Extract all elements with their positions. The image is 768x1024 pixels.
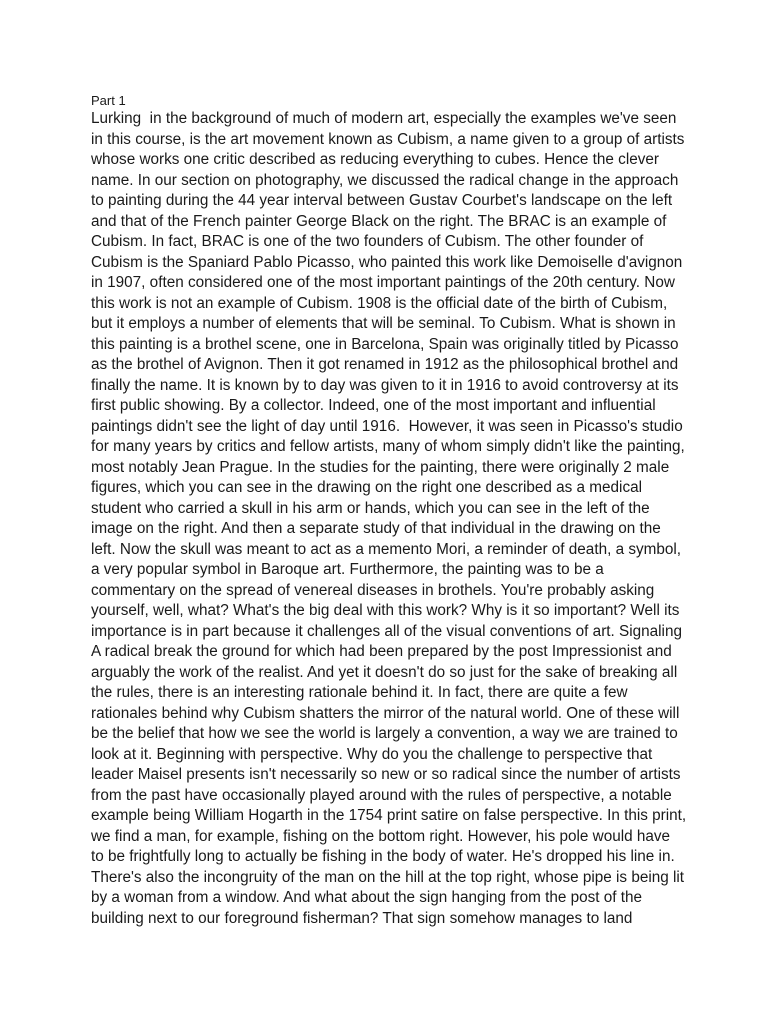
text-line: importance is in part because it challenges all of the visual conventions of art. Signaling: [91, 622, 682, 640]
text-line: in this course, is the art movement known as Cubism, a name given to a group of artists: [91, 130, 685, 148]
text-line: commentary on the spread of venereal diseases in brothels. You're probably asking: [91, 581, 655, 599]
text-line: figures, which you can see in the drawing on the right one described as a medical: [91, 479, 643, 496]
text-line: by a woman from a window. And what about the sign hanging from the post of the: [91, 889, 643, 906]
text-line: image on the right. And then a separate study of that individual in the drawing on the: [91, 520, 661, 537]
text-line: but it employs a number of elements that will be seminal. To Cubism. What is shown in: [91, 315, 676, 332]
text-line: name. In our section on photography, we discussed the radical change in the approach: [91, 171, 679, 189]
text-line: Cubism. In fact, BRAC is one of the two founders of Cubism. The other founder of: [91, 233, 644, 250]
body-paragraph: [91, 109, 691, 929]
text-line: to be frightfully long to actually be fishing in the body of water. He's dropped his line in.: [91, 848, 675, 865]
text-line: most notably Jean Prague. In the studies for the painting, there were originally 2 male: [91, 458, 670, 476]
text-line: whose works one critic described as reducing everything to cubes. Hence the clever: [91, 151, 659, 168]
text-line: leader Maisel presents isn't necessarily so new or so radical since the number of artists: [91, 766, 681, 783]
part-heading: Part 1: [91, 93, 126, 108]
text-line: rationales behind why Cubism shatters the mirror of the natural world. One of these will: [91, 704, 680, 722]
text-line: a very popular symbol in Baroque art. Furthermore, the painting was to be a: [91, 561, 604, 578]
text-line: for many years by critics and fellow artists, many of whom simply didn't like the painting,: [91, 438, 685, 455]
text-line: first public showing. By a collector. Indeed, one of the most important and influential: [91, 397, 656, 414]
text-line: building next to our foreground fisherman? That sign somehow manages to land: [91, 909, 633, 927]
text-line: to painting during the 44 year interval between Gustav Courbet's landscape on the left: [91, 192, 673, 209]
text-line: this painting is a brothel scene, one in Barcelona, Spain was originally titled by Picasso: [91, 335, 679, 353]
text-line: example being William Hogarth in the 1754 print satire on false perspective. In this print,: [91, 807, 687, 824]
text-line: paintings didn't see the light of day until 1916. However, it was seen in Picasso's studio: [91, 417, 683, 435]
text-line: student who carried a skull in his arm or hands, which you can see in the left of the: [91, 499, 650, 517]
text-line: in 1907, often considered one of the most important paintings of the 20th century. Now: [91, 274, 675, 291]
text-line: and that of the French painter George Black on the right. The BRAC is an example of: [91, 212, 667, 230]
text-line: the rules, there is an interesting rationale behind it. In fact, there are quite a few: [91, 684, 628, 701]
text-line: left. Now the skull was meant to act as a memento Mori, a reminder of death, a symbol,: [91, 540, 682, 558]
text-line: finally the name. It is known by to day was given to it in 1916 to avoid controversy at its: [91, 376, 679, 394]
text-line: from the past have occasionally played around with the rules of perspective, a notable: [91, 786, 672, 804]
text-line: A radical break the ground for which had been prepared by the post Impressionist and: [91, 643, 672, 660]
text-line: look at it. Beginning with perspective. Why do you the challenge to perspective that: [91, 745, 653, 763]
text-line: this work is not an example of Cubism. 1908 is the official date of the birth of Cubism,: [91, 294, 668, 312]
text-line: Cubism is the Spaniard Pablo Picasso, who painted this work like Demoiselle d'avignon: [91, 253, 683, 271]
text-line: we find a man, for example, fishing on the bottom right. However, his pole would have: [91, 827, 671, 845]
text-line: yourself, well, what? What's the big deal with this work? Why is it so important? Well its: [91, 602, 680, 619]
text-line: arguably the work of the realist. And yet it doesn't do so just for the sake of breaking all: [91, 663, 678, 681]
text-line: be the belief that how we see the world is largely a convention, a way we are trained to: [91, 725, 678, 742]
text-line: as the brothel of Avignon. Then it got renamed in 1912 as the philosophical brothel and: [91, 356, 679, 373]
text-line: Lurking in the background of much of modern art, especially the examples we've seen: [91, 110, 677, 127]
text-line: There's also the incongruity of the man on the hill at the top right, whose pipe is being lit: [91, 868, 685, 886]
